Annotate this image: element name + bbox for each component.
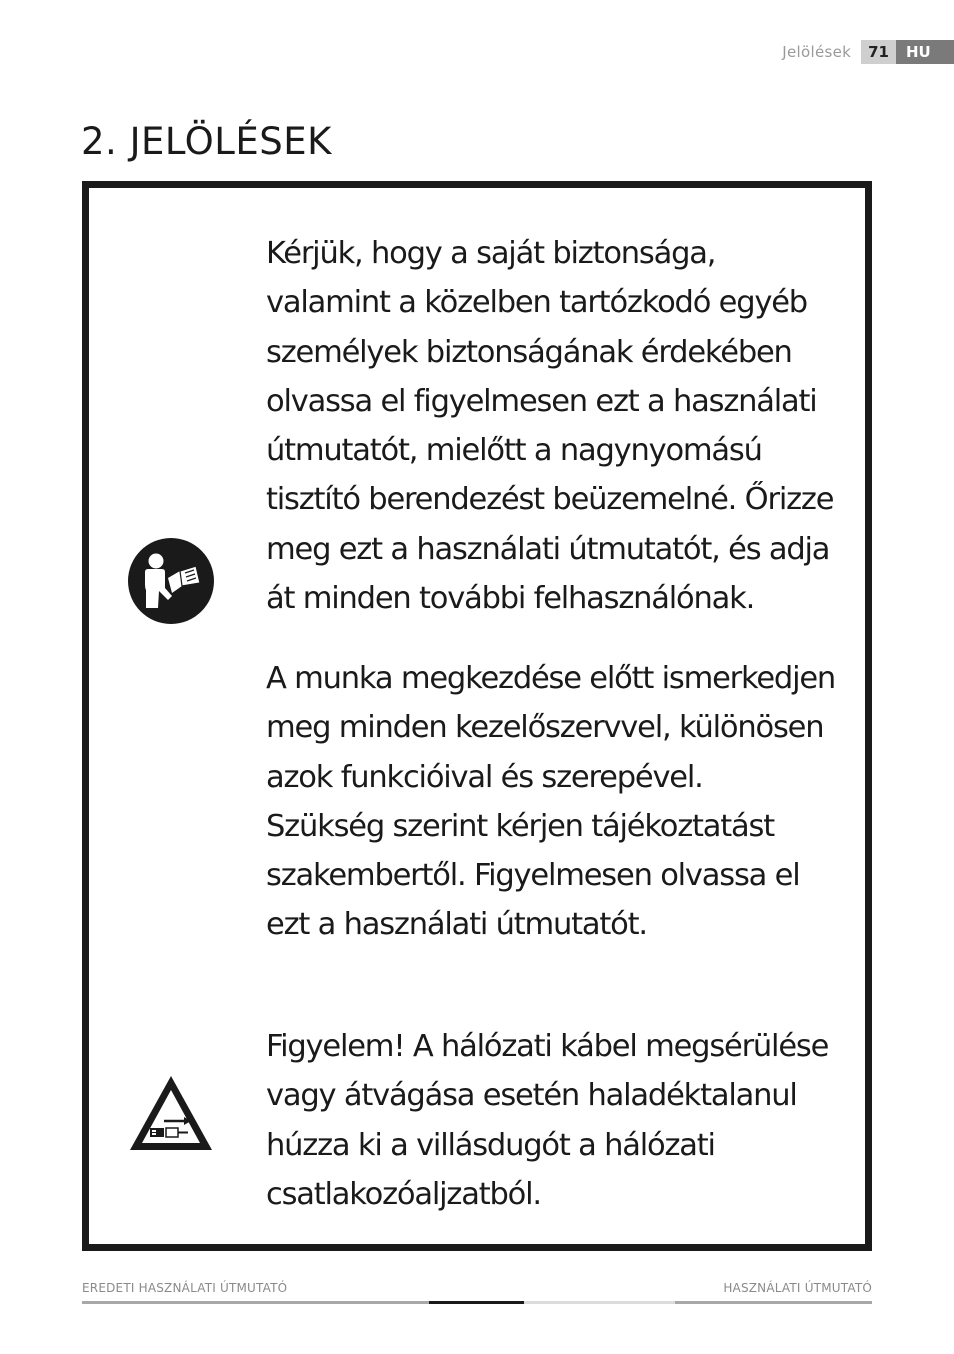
- header-section-title: Jelölések: [782, 43, 852, 61]
- footer-divider-segment: [429, 1301, 524, 1304]
- page-title: 2. JELÖLÉSEK: [81, 120, 332, 163]
- footer-divider-segment: [82, 1301, 429, 1304]
- page-footer: [82, 1281, 872, 1297]
- header-page-number: 71: [861, 40, 896, 64]
- notice-box: [82, 181, 872, 1251]
- footer-divider-segment: [675, 1301, 872, 1304]
- page-header: [782, 40, 954, 64]
- read-manual-icon: [128, 538, 214, 624]
- header-language-tab: HU: [896, 40, 954, 64]
- footer-right-label: HASZNÁLATI ÚTMUTATÓ: [723, 1281, 872, 1295]
- notice-controls-text: A munka megkezdése előtt ismerkedjen meg minden kezelőszervvel, különösen azok funkcióival és szerepével. Szükség szerint kérjen tájékoztatást szakembertől. Figyelmesen olvassa el ezt a használati útmutatót.: [266, 661, 836, 943]
- footer-divider: [82, 1301, 872, 1305]
- footer-divider-segment: [524, 1301, 675, 1304]
- footer-left-label: EREDETI HASZNÁLATI ÚTMUTATÓ: [82, 1281, 288, 1295]
- notice-cable-warning-text: Figyelem! A hálózati kábel megsérülése vagy átvágása esetén haladéktalanul húzza ki a villásdugót a hálózati csatlakozóaljzatból.: [266, 1029, 829, 1212]
- unplug-warning-icon: [128, 1074, 214, 1152]
- notice-read-manual-text: Kérjük, hogy a saját biztonsága, valamint a közelben tartózkodó egyéb személyek biztonságának érdekében olvassa el figyelmesen ezt a használati útmutatót, mielőtt a nagynyomású tisztító berendezést beüzemelné. Őrizze meg ezt a használati útmutatót, és adja át minden további felhasználónak.: [266, 236, 834, 617]
